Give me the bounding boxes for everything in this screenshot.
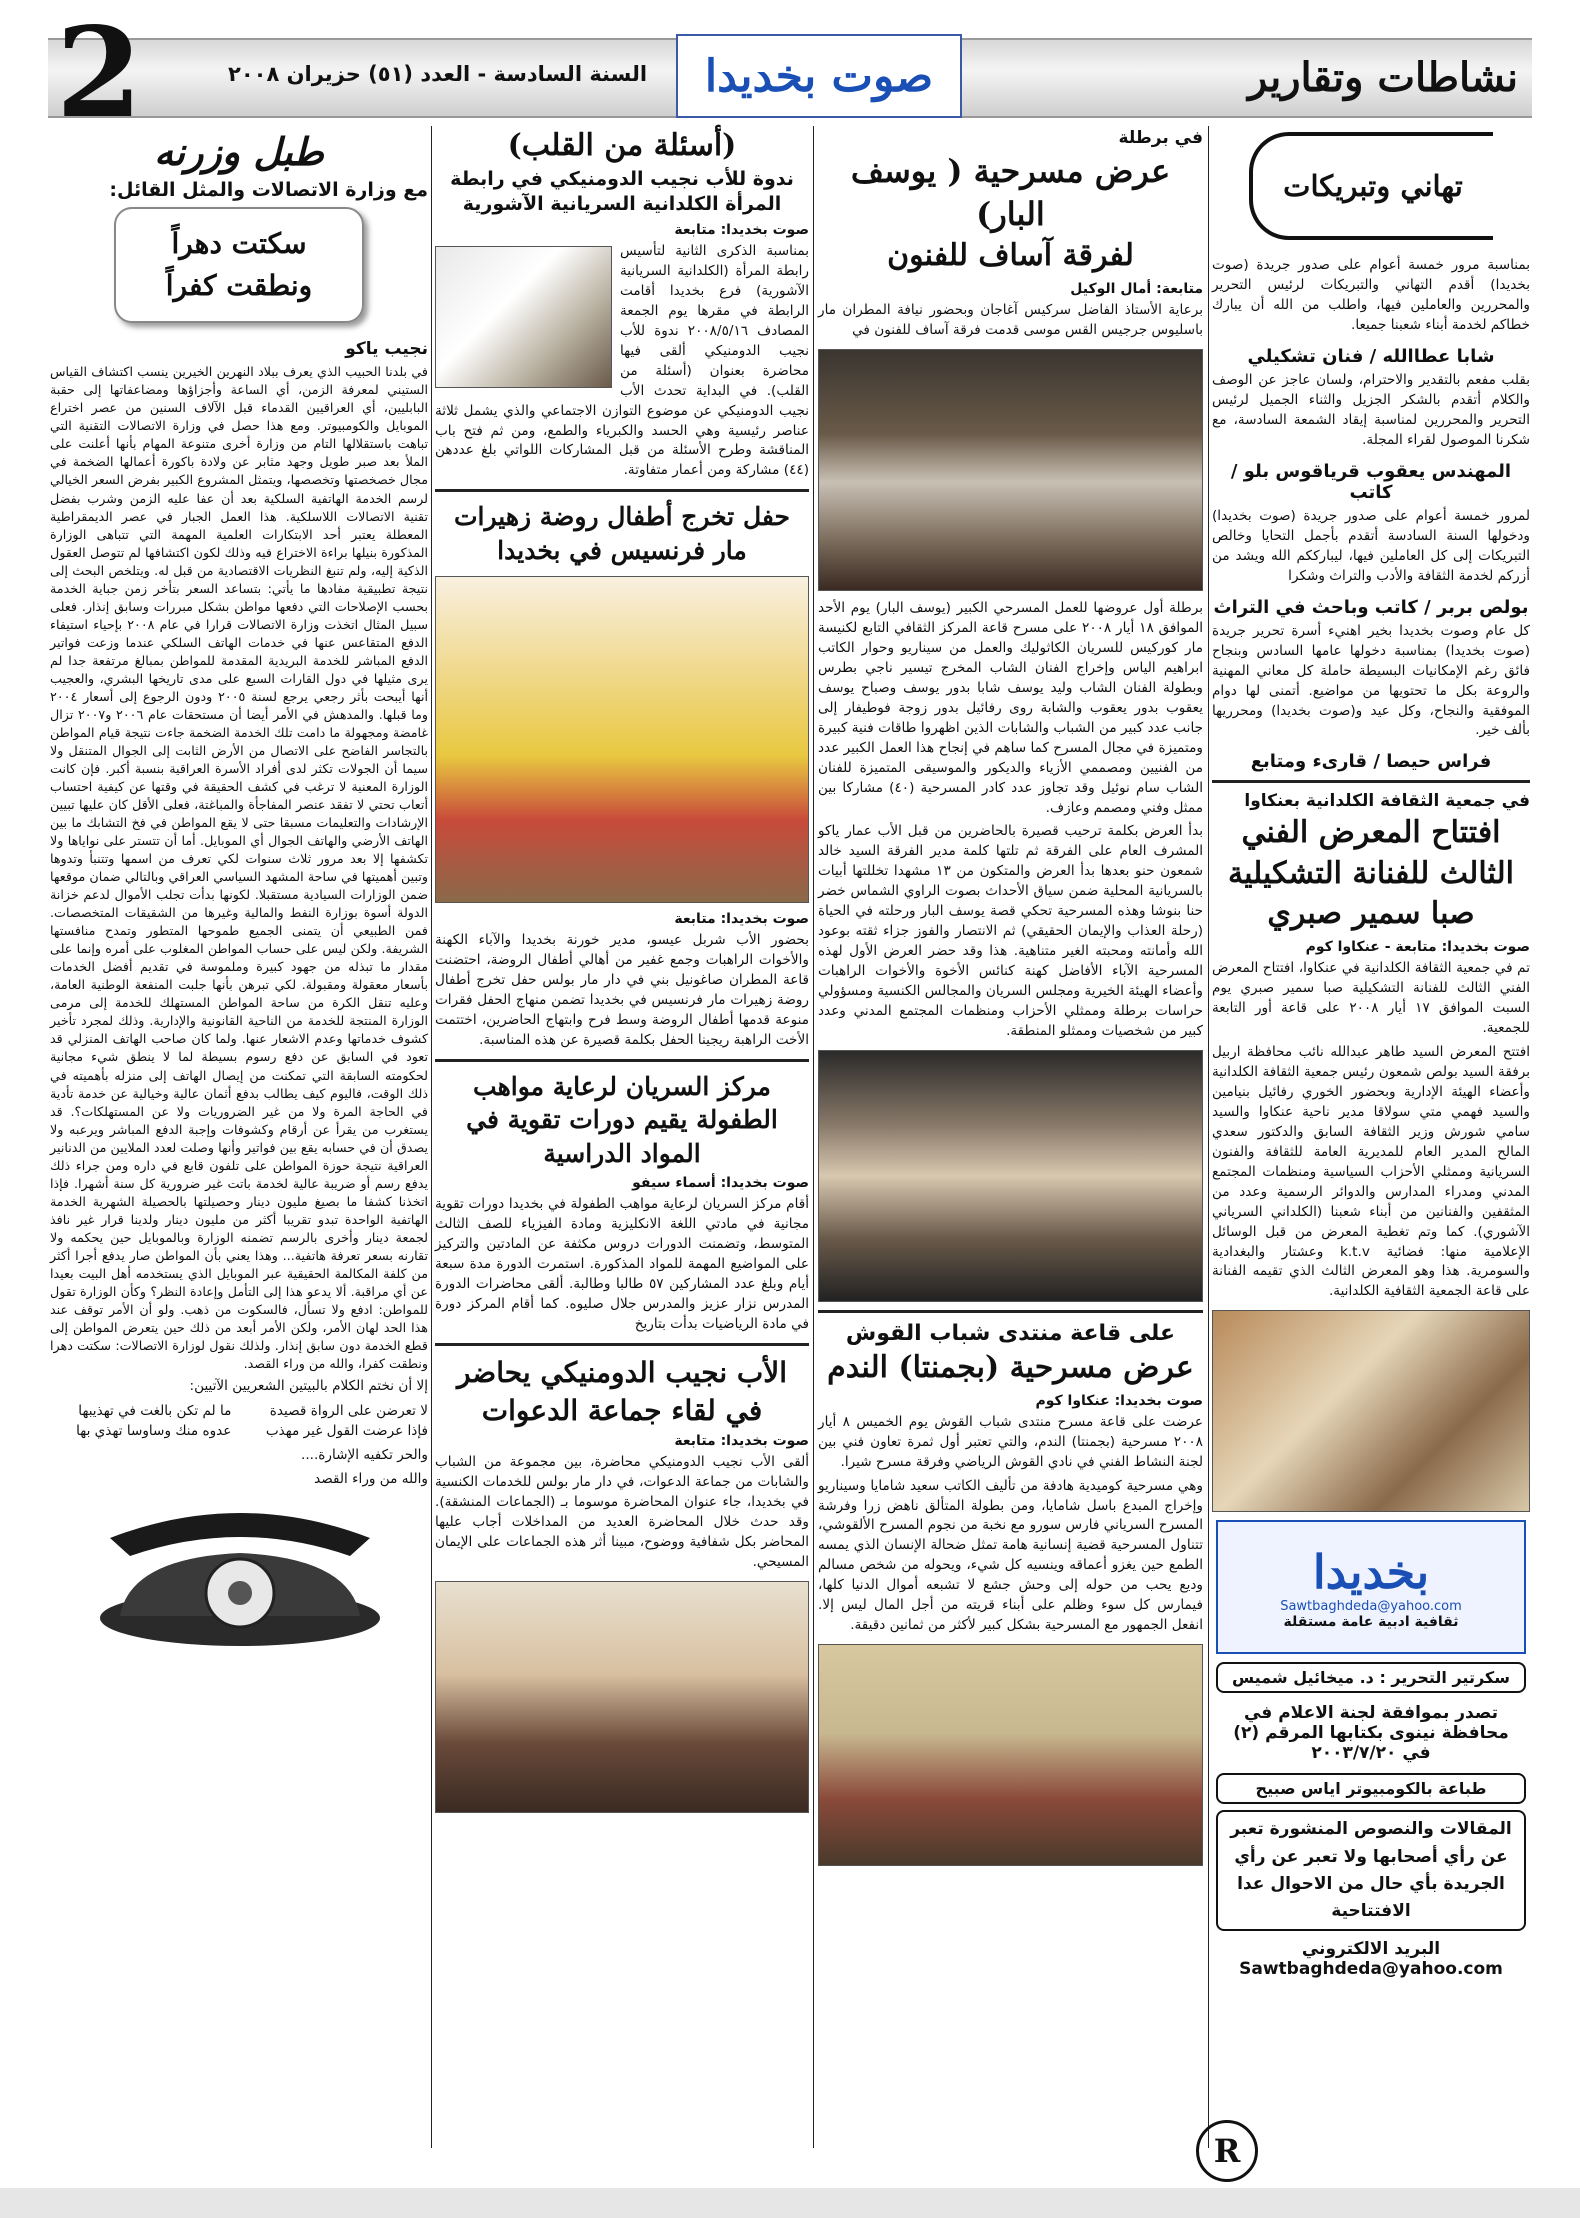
article-body: افتتح المعرض السيد طاهر عبدالله نائب محافظة اربيل برفقة السيد بولص شمعون رئيس جمعية الثقافة الكلدانية وأعضاء الهيئة الإدارية وبحضور الخوري رفائيل بنيامين والسيد فهمي متي سولاقا مدير ناحية عنكاوا والسيد سامي شورش وزير الثقافة السابق والدكتور سعدي المالح المدير العام للمديرية العامة للثقافة والفنون السريانية وممثلي الأحزاب السياسية ومنظمات المجتمع المدني ومدراء المدارس والدوائر الرسمية وعدد من المثقفين والفنانين من أبناء شعبنا (الكلداني السرياني الآشوري). كما وتم تغطية المعرض من قبل الوسائل الإعلامية منها: فضائية k.t.v وعشتار والبغدادية والسومرية. هذا وهو المعرض الثالث الذي تقيمه الفنانة على قاعة الجمعية الثقافية الكلدانية. <box>1212 1043 1531 1300</box>
article-headline: افتتاح المعرض الفني الثالث للفنانة التشكيلية صبا سمير صبري <box>1227 815 1514 932</box>
article-headline: عرض مسرحية (بجمنتا) الندم <box>827 1350 1194 1386</box>
email-address[interactable]: Sawtbaghdeda@yahoo.com <box>1239 1959 1503 1980</box>
article-headline: الأب نجيب الدومنيكي يحاضر في لقاء جماعة الدعوات <box>456 1355 787 1427</box>
editor-box: سكرتير التحرير : د. ميخائيل شميس <box>1216 1662 1526 1693</box>
play-scene-photo <box>818 1644 1203 1866</box>
closing-line: والله من وراء القصد <box>314 1470 428 1487</box>
print-box: طباعة بالكومبيوتر اياس صبيح <box>1216 1773 1526 1804</box>
article-byline: صوت بخديدا: متابعة - عنكاوا كوم <box>1305 938 1530 955</box>
greeting-text: كل عام وصوت بخديدا بخير اهنيء أسرة تحرير جريدة (صوت بخديدا) بمناسبة دخولها عامها السادس وبنجاح فائق رغم الإمكانيات البسيطة حاملة كل معاني المهنية والروعة بكل ما تحتويها من مواضيع. أتمنى لها دوام الموفقية والنجاح، وكل عيد و(صوت بخديدا) ومحرريها بألف خير. <box>1212 622 1530 739</box>
column-greetings <box>1212 126 1530 2148</box>
greeting-signature: شابا عطاالله / فنان تشكيلي <box>1247 345 1495 367</box>
quote-line: سكتت دهراً <box>171 227 307 261</box>
mini-masthead-email: Sawtbaghdeda@yahoo.com <box>1280 1598 1462 1614</box>
article-byline: صوت بخديدا: متابعة <box>674 221 809 238</box>
poem-intro: إلا أن نختم الكلام بالبيتين الشعريين الآتيين: <box>189 1378 428 1395</box>
article-body: برطلة أول عروضها للعمل المسرحي الكبير (يوسف البار) يوم الأحد الموافق ١٨ أيار ٢٠٠٨ على مسرح قاعة المركز الثقافي التابع لكنيسة مار كوركيس للسريان الكاثوليك والعمل من سيناريو وحوار الكاتب ابراهيم الياس وإخراج الفنان الشاب المخرج تيسير ناجي بطرس وبطولة الفنان الشاب وليد يوسف شابا بدور يوسف وصباح يوسف يعقوب بدور يعقوب والشابة روى رفائيل بدور زوجة فوطيفار إلى جانب عدد كبير من الشباب والشابات الذين اظهروا طاقات فنية كبيرة ومتميزة في مجال المسرح كما ساهم في إنجاح هذا العمل الكبير عدد من الفنيين ومصممي الأزياء والديكور والموسيقى المتميزة للفنان الشاب سام نوئيل وقد تجاوز عدد كادر المسرحية (٤٠) مشاركا بين ممثل وفني ومصمم وعازف. <box>818 599 1204 816</box>
bottom-bar <box>0 2188 1580 2218</box>
mini-masthead-title: بخديدا <box>1312 1544 1430 1599</box>
greeting-text: بقلب مفعم بالتقدير والاحترام، ولسان عاجز عن الوصف والكلام أتقدم بالشكر الجزيل والثناء الجميل لرئيس التحرير والمحررين لمناسبة إيقاد الشمعة السادسة، مع شكرنا الموصول لقراء المجلة. <box>1212 371 1530 448</box>
article-kicker: على قاعة منتدى شباب القوش <box>845 1321 1176 1347</box>
article-headline: حفل تخرج أطفال روضة زهيرات مار فرنسيس في بخديدا <box>454 502 790 566</box>
greeting-intro: بمناسبة مرور خمسة أعوام على صدور جريدة (صوت بخديدا) أقدم التهاني والتبريكات لرئيس التحرير والمحررين والعاملين فيها، واطلب من الله أن يبارك خطاكم لخدمة أبناء شعبنا جميعا. <box>1212 257 1530 333</box>
article-body: أقام مركز السريان لرعاية مواهب الطفولة في بخديدا دورات تقوية مجانية في مادتي اللغة الانكليزية ومادة الفيزياء للصف الثالث المتوسط، وتضمنت الدورات دروس مكثفة عن المادتين والتركيز على المواضيع المهمة للمواد المذكورة. استمرت الدورة مدة سبعة أيام وبلغ عدد المشاركين ٥٧ طالبا وطالبة. ألقى محاضرات الدورة المدرس نزار عزيز والمدرس جلال صليوه. كما أقام المركز دورة في مادة الرياضيات بدأت بتاريخ <box>435 1195 810 1332</box>
column-script-title: طبل وزرنه <box>154 129 324 174</box>
disclaimer-box: المقالات والنصوص المنشورة تعبر عن رأي أصحابها ولا تعبر عن رأي الجريدة بأي حال من الاحوال عدا الافتتاحية <box>1216 1810 1526 1931</box>
article-body: تم في جمعية الثقافة الكلدانية في عنكاوا، افتتاح المعرض الفني الثالث للفنانة التشكيلية صبا سمير صبري يوم السبت الموافق ١٧ أيار ٢٠٠٨ على قاعة أور التابعة للجمعية. <box>1212 959 1530 1036</box>
column-events <box>435 126 809 2148</box>
masthead-logo <box>676 34 962 118</box>
greeting-text: لمرور خمسة أعوام على صدور جريدة (صوت بخديدا) ودخولها السنة السادسة أتقدم بأجمل التحايا وخالص التبريكات إلى كل العاملين فيها، ليبارككم الله ويشد من أزركم لخدمة الثقافة والأدب والتراث وشكرا <box>1212 507 1530 584</box>
article-body: بحضور الأب شربل عيسو، مدير خورنة بخديدا والآباء الكهنة والأخوات الراهبات وجمع غفير من أهالي أطفال الروضة، احتضنت قاعة المطران صاغونيل بني في دار مار بولس حفل تخرج أطفال روضة زهيرات مار فرنسيس في بخديدا تضمن منهاج الحفل فقرات منوعة قدمها أطفال الروضة وسط فرح وابتهاج الحاضرين، اختتمت الأخت الراهبة ريجينا الحفل بكلمة قصيرة عن هذه المناسبة. <box>435 931 809 1048</box>
article-body: برعاية الأستاذ الفاضل سركيس آغاجان وبحضور نيافة المطران مار باسليوس جرجيس القس موسى قدمت فرقة آساف للفنون في <box>818 301 1203 338</box>
divider <box>435 489 809 492</box>
closing-line: والحر تكفيه الإشارة.... <box>301 1446 428 1463</box>
poem <box>50 1421 428 1441</box>
column-divider <box>431 126 432 2148</box>
masthead-title: صوت بخديدا <box>704 50 934 102</box>
greeting-signature: المهندس يعقوب قرياقوس بلو / كاتب <box>1230 460 1512 503</box>
poem <box>50 1401 428 1421</box>
divider <box>818 1310 1203 1313</box>
section-title: نشاطات وتقارير <box>1248 54 1518 101</box>
greeting-signature: بولص بربر / كاتب وباحث في التراث <box>1213 596 1529 618</box>
lecture-photo <box>435 246 612 388</box>
article-author: نجيب ياكو <box>345 339 428 360</box>
poem-verse: لا تعرضن على الرواة قصيدة <box>269 1403 428 1420</box>
article-body: ألقى الأب نجيب الدومنيكي محاضرة، بين مجموعة من الشباب والشابات من جماعة الدعوات، في دار مار بولس للخدمات الكنسية في بخديدا، جاء عنوان المحاضرة موسوما بـ (الجماعات المنشقة). وقد حدث خلال المحاضرة العديد من المداخلات أجاب عليها المحاضر بكل شفافية ووضوح، مبينا أثر هذه الجماعات على الإيمان المسيحي. <box>435 1454 809 1571</box>
registered-mark-icon: R <box>1196 2120 1258 2182</box>
divider <box>435 1343 809 1346</box>
article-byline: صوت بخديدا: أسماء سيفو <box>632 1174 809 1191</box>
mini-masthead-subtitle: ثقافية ادبية عامة مستقلة <box>1283 1613 1459 1630</box>
divider <box>435 1059 809 1062</box>
poem-verse: فإذا عرضت القول غير مهذب <box>265 1423 428 1440</box>
divider <box>1212 780 1530 783</box>
article-headline: (أسئلة من القلب) <box>507 128 737 163</box>
play-cast-photo <box>818 1050 1203 1302</box>
greetings-title: تهاني وتبريكات <box>1249 132 1493 240</box>
email-label: البريد الالكتروني <box>1301 1939 1441 1960</box>
article-kicker: في برطلة <box>1118 128 1203 148</box>
column-intro: مع وزارة الاتصالات والمثل القائل: <box>109 179 428 202</box>
article-body: في بلدنا الحبيب الذي يعرف ببلاد النهرين الخيرين ينسب اكتشاف القياس الستيني لمعرفة الزمن، أي الساعة وأجزاؤها ومضاعفاتها إلى حقبة البابليين، أي العراقيين القدماء قبل الآلاف السنين من عصر اختراع الموبايل والكومبيوتر. ومع هذا حصل في وزارة الاتصالات التقنية التي تباهت باستقلالها التام من وزارة أخرى متنوعة المهام بأنها أعلنت على الملأ بعد صبر طويل وجهد مثابر عن ولادة باكورة أعمالها الضخمة في مجال خصخصتها وتخصصها، ويتمثل المشروع الكبير بفرض السعر الخيالي لرسم الخدمة الهاتفية السلكية بعد أن عفا عليه الزمن وشرب بفضل تقنية الاتصالات اللاسلكية. هذا العمل الجبار في عصر الديمقراطية المعطلة يعتبر أحد الابتكارات العلمية المهمة التي تتباهى الوزارة المذكورة بنيلها براءة الاختراع فيه وذلك لكون اكتشافها لم تتوصل العقول الذكية إليه، ولم تنبغ النظريات الاقتصادية من قبل له. ويتلخص البحث إلى نتيجة تطبيقية مفادها ما يأتي: بتساعد السعر بتأخر زمن جباية الخدمة بحسب الإصلاحات التي دفعها مواطن بشكل مبررات وسابق إنذار. فعلى سبيل المثال اتخذت وزارة الاتصالات قرارا في عام ٢٠٠٨ بإحياء استيفاء الدفع المتقاعس عنها في خدمات الهاتف السلكي عندما وزعت فواتير الدفع المباشر للخدمة البريدية المقدمة للمواطن بمبالغ مرتفعة جدا لم يرى مثيلها في دول القارات السبع على مدى تاريخها البشري، والعجيب أنها أيبحت بأثر رجعي يرجع لسنة ٢٠٠٥ ودون الرجوع إلى أسعار ٢٠٠٤ وما قبلها. والمدهش في الأمر أيضا أن مستحقات عام ٢٠٠٦ و٢٠٠٧ تزال غامضة ومجهولة ما دامت تلك الخدمة الضخمة جاءت نتيجة قيام المواطن بالتجاسر الفاضح على الاتصال من الأرض الثابت إلى الجوال المتنقل ولا سيما أن الجولات تكثر لدى أفراد الأسرة العراقية بنسبة أكبر. فإن كانت الوزارة المعنية لا ترغب في كشف الحقيقة في وقتها عن كيفية احتساب أتعاب تحتي لا تفقد عنصر المفاجأة والمباغتة، فعلى الأقل كان عليها تبيين الإرشادات والتعليمات مسبقا حتى لا يقع المواطن في فخ التشابك ما بين الهاتف الأرضي والهاتف الجوال أي الموبايل. أما أن تتستر على نواياها ولا تكشفها إلا بعد مرور ثلاث سنوات لكي تعرف من اسمها وتتنبأ وتدوها وتبين أهميتها في ساحة المشهد السياسي العراقي وبالتالي ضمان موقعها ضمن الوزارات السيادية مستقبلا. لكونها بدأت تجلب الأموال لدعم خزانة الدولة أسوة بوزارة النفط والمالية وغيرها من الشقيقات المتخصصات. فمن الطبيعي أن يتمنى الجميع طموحها المتطور وتمدح منافستها الشريفة. ولكن ليس على حساب المواطن المغلوب على أمره وإنما على مقدار ما تبذله من جهود كبيرة وملموسة في تقديم أفضل الخدمات بأسعار معقولة ومقبولة. لكي تبرهن بأنها جلبت المنفعة الوطنية العامة، وعليه تنقل الكرة من ساحة المواطن المستهلك للخدمة إلى مرمى الوزارة المنتجة للخدمة من الناحية القانونية والإدارية. وذلك لمجرد تأخير كشوف خدماتها وعدم الاشعار عنها. ولما كان صاحب الهاتف المنزلي قد تعود في السابق عن دفع رسوم بسيطة لما لا ينطق شيء مجانية لحكومته السابقة التي تمكنت من إيصال الهاتف إلى منزله بأهميته في ذلك الوقت، فاليوم كيف يطالب بدفع أثمان عالية وخيالية عن خدمة تأدية في الحاجة المرة ولا من غير الضروريات ولا عن المستهلكات؟. قد يستغرب من يقرأ عن أرقام وكشوفات وإجبة الدفع المباشر ويرعبه ولا يصدق أن في حسابه يقع بين فواتير وأنها وصلت لعدد الملايين من الدنانير العراقية نتيجة حوزة المواطن على تلفون قابع في داره ومن جراء ذلك يدفع رسم أو ضريبة عالية لخدمة باتت غير ضرورية كل سنة أشهرا. فإذا اتخذنا كشفا ما بصيغ مليون دينار وحصيلتها بالحصيلة الشهرية الخدمة الهاتفية الواحدة تبدو تقريبا أكثر من مليون دينار ولدينا قرار غير نافذ لجمعة دينار وأخرى بالرسم تضمنه الوزارة وبالموبايل حين يحكمه ولا تقارنه بسعر تعرفة هاتفية... وهذا يعني بأن المواطن صار يدفع أجرا أكثر من كلفة المكالمة الحقيقية عبر الموبايل الذي يستخدمه أهل البيت بعيدا عن أي مراقبة. ألا يدعو هذا إلى التأمل وإعادة النظر؟ وكأن الوزارة تقول للمواطن: ادفع ولا تسأل، فالسكوت من ذهب. ولو أن الأمر توقف عند هذا الحد لهان الأمر، ولكن الأمر أبعد من ذلك حين يتعرض المواطن إلى قطع الخدمة دون سابق إنذار. ولذلك نقول لوزارة الاتصالات: سكتت دهرا ونطقت كفرا، والله من وراء القصد. <box>50 364 429 1372</box>
article-body: وهي مسرحية كوميدية هادفة من تأليف الكاتب سعيد شامايا وسيناريو وإخراج المبدع باسل شامايا، ومن بطولة المتألق ناهض زرا وفرشة المسرح السرياني فارس سورو مع نخبة من نجوم المسرح الألقوشي، تتناول المسرحية قضية إنسانية هامة تمثل ضحالة الإنسان الذي يمسه الطمع حين يغزو أعماقه وينسيه كل شيء، ويحوله من شخص مسالم وديع يحب من حوله إلى وحش جشع لا تشبعه أموال الدنيا كلها، فيمارس كل سوء وظلم على أبناء قريته من أجل المال ليس إلا. انفعل الجمهور مع المسرحية بشكل كبير لأكثر من ثمانين دقيقة. <box>818 1477 1203 1634</box>
article-subheadline: لفرقة آساف للفنون <box>887 238 1134 274</box>
column-opinion <box>50 126 428 2148</box>
telephone-illustration <box>50 1498 428 1658</box>
telephone-icon <box>50 1498 428 1658</box>
article-byline: صوت بخديدا: عنكاوا كوم <box>1035 1392 1203 1409</box>
article-headline: عرض مسرحية ( يوسف البار) <box>850 152 1171 234</box>
article-headline: مركز السريان لرعاية مواهب الطفولة يقيم دورات تقوية في المواد الدراسية <box>466 1071 778 1169</box>
poem-verse: عدوه منك وساوسا تهذي بها <box>76 1423 232 1440</box>
column-theatre <box>818 126 1203 2148</box>
greeting-signature: فراس حيصا / قارىء ومتابع <box>1250 751 1492 773</box>
article-body: بمناسبة الذكرى الثانية لتأسيس رابطة المرأة (الكلدانية السريانية الآشورية) فرع بخديدا أقامت الرابطة في مقرها يوم الجمعة المصادف ٢٠٠٨/٥/١٦ ندوة للأب نجيب الدومنيكي ألقى فيها محاضرة بعنوان (أسئلة من القلب). في البداية تحدث الأب نجيب الدومنيكي عن موضوع التوازن الاجتماعي والذي يشمل ثلاثة عناصر رئيسية وهي الحسد والكبرياء والطمع، ومن ثم فتح باب المناقشة وطرح الأسئلة من قبل المشاركات اللواتي بلغ عددهن (٤٤) مشاركة ومن أعمار متفاوتة. <box>435 242 809 479</box>
article-byline: صوت بخديدا: متابعة <box>674 910 809 927</box>
quote-line: ونطقت كفراً <box>165 269 313 303</box>
article-kicker: في جمعية الثقافة الكلدانية بعنكاوا <box>1244 791 1530 812</box>
article-byline: متابعة: أمال الوكيل <box>1070 280 1203 297</box>
exhibition-photo <box>1212 1310 1530 1512</box>
kindergarten-photo <box>435 576 809 903</box>
article-byline: صوت بخديدا: متابعة <box>674 1433 809 1450</box>
youth-meeting-photo <box>435 1581 809 1813</box>
article-subheadline: ندوة للأب نجيب الدومنيكي في رابطة المرأة الكلدانية السريانية الآشورية <box>450 167 794 216</box>
article-body: عرضت على قاعة مسرح منتدى شباب القوش يوم الخميس ٨ أيار ٢٠٠٨ مسرحية (بجمنتا) الندم، والتي تعتبر أول ثمرة تعاون فني بين لجنة النشاط الفني في نادي القوش الرياضي وفرقة مسرح شيرا. <box>818 1413 1203 1470</box>
quote-box <box>114 207 364 323</box>
column-divider <box>813 126 814 2148</box>
page-number: 2 <box>56 1 143 146</box>
article-body: بدأ العرض بكلمة ترحيب قصيرة بالحاضرين من قبل الأب عمار ياكو المشرف العام على الفرقة ثم تلتها كلمة مدير الفرقة السيد خالد شمعون حنو بعدها بدأ العرض والمتكون من ١٣ مشهدا تخللتها أبيات بالسريانية المحلية ضمن سياق الأحداث بصوت الراوي الشماس خضر حنا بنوشا وهذه المسرحية تحكي قصة يوسف البار ورحلته في الحياة (رحلة العذاب والإيمان الحقيقي) ثم الانتصار والفوز جزاء ثقته بوعود الله وأمانته ومحبته الغير متناهية. هذا وقد حضر العرض الأول لهذه المسرحية الآباء الأفاضل كهنة كنائس الأخوة والأخوات الراهبات وأعضاء الهيئة الخيرية ومجلس السريان والمجالس الكنسية ومسؤولي حراسات برطلة وممثلي الأحزاب ومنظمات المجتمع المدني وعدد كبير من شخصيات وممثلو المنطقة. <box>818 823 1203 1040</box>
column-divider <box>1208 126 1209 2148</box>
poem-verse: ما لم تكن بالغت في تهذيبها <box>78 1403 232 1420</box>
license-text: تصدر بموافقة لجنة الاعلام في محافظة نينوى بكتابها المرقم (٢) في ٢٠٠٣/٧/٢٠ <box>1233 1703 1509 1764</box>
theatre-audience-photo <box>818 349 1203 591</box>
mini-masthead <box>1216 1520 1526 1654</box>
issue-info: السنة السادسة - العدد (٥١) حزيران ٢٠٠٨ <box>228 62 648 86</box>
